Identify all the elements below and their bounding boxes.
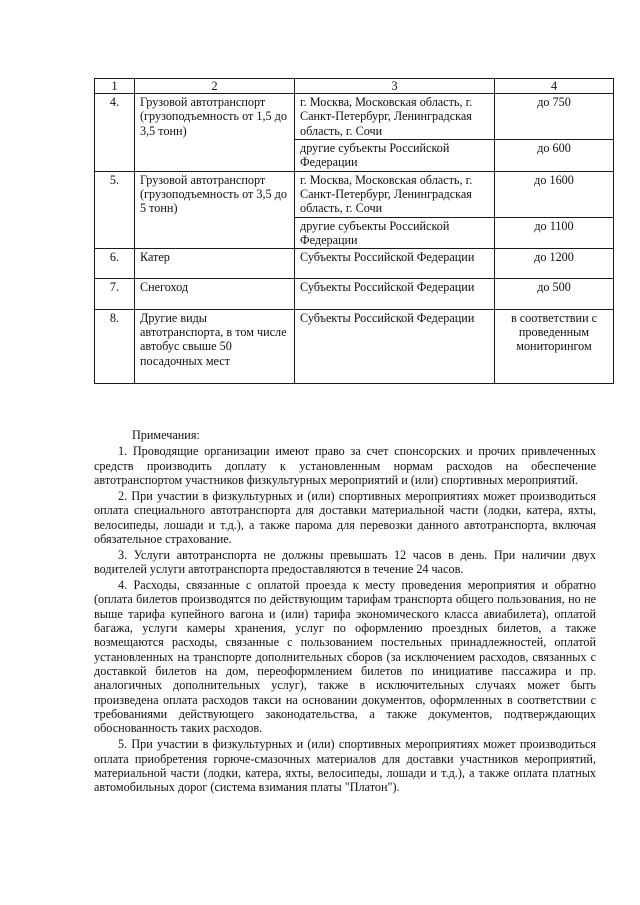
column-header: 4 xyxy=(495,79,614,94)
region: г. Москва, Московская область, г. Санкт-Петербург, Ленинградская область, г. Сочи xyxy=(295,94,495,140)
table-row xyxy=(95,94,614,140)
transport-type: Грузовой автотранспорт (грузоподъемность от 3,5 до 5 тонн) xyxy=(135,171,295,248)
column-header: 2 xyxy=(135,79,295,94)
table-row xyxy=(95,249,614,279)
region: другие субъекты Российской Федерации xyxy=(295,217,495,248)
limit: до 1600 xyxy=(495,171,614,217)
limit: в соответствии с проведенным мониторингом xyxy=(495,310,614,384)
transport-type: Снегоход xyxy=(135,279,295,310)
row-number: 8. xyxy=(95,310,135,384)
region: Субъекты Российской Федерации xyxy=(295,279,495,310)
region: Субъекты Российской Федерации xyxy=(295,249,495,279)
region: Субъекты Российской Федерации xyxy=(295,310,495,384)
note-item: 4. Расходы, связанные с оплатой проезда к месту проведения мероприятия и обратно (оплата билетов производятся по действующим тарифам транспорта общего пользования, но не выше тарифа купейного вагона и (или) тарифа экономического класса авиабилета), оплатой багажа, услуги камеры хранения, услуг по оформлению проездных билетов, а также возмещаются расходы, связанные с пользованием постельных принадлежностей, оплатой установленных на транспорте дополнительных сборов (за исключением расходов, связанных с доставкой билетов на дом, переоформлением билетов по инициативе пассажира и пр. аналогичных дополнительных услуг), также в исключительных случаях может быть произведена оплата расходов такси на основании документов, оформленных в соответствии с требованиями действующего законодательства, а также документов, подтверждающих обоснованность таких расходов. xyxy=(94,577,596,736)
transport-type: Катер xyxy=(135,249,295,279)
transport-type: Грузовой автотранспорт (грузоподъемность от 1,5 до 3,5 тонн) xyxy=(135,94,295,171)
column-header: 1 xyxy=(95,79,135,94)
limit: до 500 xyxy=(495,279,614,310)
row-number: 6. xyxy=(95,249,135,279)
note-item: 2. При участии в физкультурных и (или) спортивных мероприятиях может производиться оплата специального автотранспорта для доставки материальной части (лодки, катера, яхты, велосипеды, лошади и т.д.), а также парома для перевозки данного автотранспорта, включая обязательное страхование. xyxy=(94,488,596,546)
note-item: 5. При участии в физкультурных и (или) спортивных мероприятиях может производиться оплата приобретения горюче-смазочных материалов для доставки участников мероприятий, материальной части (лодки, катера, яхты, велосипеды, лошади и т.д.), а также оплата платных автомобильных дорог (система взимания платы "Платон"). xyxy=(94,737,596,795)
table-header-row xyxy=(95,79,614,94)
row-number: 5. xyxy=(95,171,135,248)
limit: до 750 xyxy=(495,94,614,140)
region: г. Москва, Московская область, г. Санкт-Петербург, Ленинградская область, г. Сочи xyxy=(295,171,495,217)
note-item: 1. Проводящие организации имеют право за счет спонсорских и прочих привлеченных средств производить доплату к установленным нормам расходов на обеспечение автотранспортом участников физкультурных мероприятий и (или) спортивных мероприятий. xyxy=(94,444,596,488)
table-row xyxy=(95,279,614,310)
region: другие субъекты Российской Федерации xyxy=(295,140,495,171)
row-number: 7. xyxy=(95,279,135,310)
transport-rates-table xyxy=(94,78,614,384)
table-row xyxy=(95,310,614,384)
notes-title: Примечания: xyxy=(132,428,200,442)
column-header: 3 xyxy=(295,79,495,94)
row-number: 4. xyxy=(95,94,135,171)
note-item: 3. Услуги автотранспорта не должны превышать 12 часов в день. При наличии двух водителей услуги автотранспорта предоставляются в течение 24 часов. xyxy=(94,547,596,577)
limit: до 1100 xyxy=(495,217,614,248)
notes-section xyxy=(94,428,596,796)
limit: до 1200 xyxy=(495,249,614,279)
limit: до 600 xyxy=(495,140,614,171)
transport-type: Другие виды автотранспорта, в том числе автобус свыше 50 посадочных мест xyxy=(135,310,295,384)
table-row xyxy=(95,171,614,217)
